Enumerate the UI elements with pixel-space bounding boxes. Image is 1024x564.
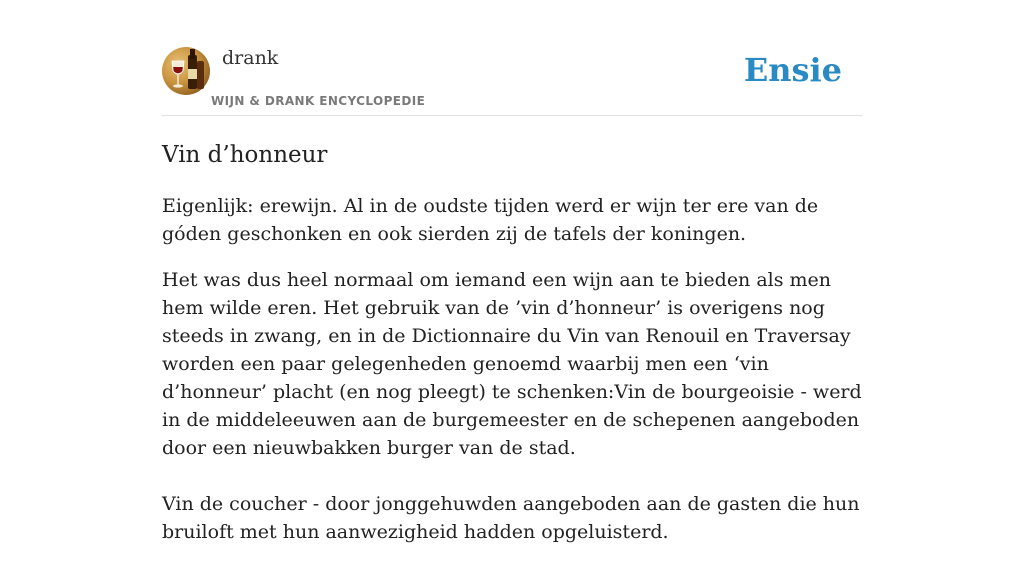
page-title: Vin d’honneur — [162, 142, 328, 168]
brand-logo-link[interactable]: Ensie — [743, 51, 842, 89]
site-subtitle: WIJN & DRANK ENCYCLOPEDIE — [211, 94, 426, 108]
site-header — [162, 46, 862, 116]
article-paragraph: Het was dus heel normaal om iemand een wijn aan te bieden als men hem wilde eren. Het gebruik van de ’vin d’honneur’ is overigens nog steeds in zwang, en in de Dictionnaire du Vin van Renouil en Traversay worden een paar gelegenheden genoemd waarbij men een ‘vin d’honneur’ placht (en nog pleegt) te schenken:Vin de bourgeoisie - werd in de middeleeuwen aan de burgemeester en de schepenen aangeboden door een nieuwbakken burger van de stad. Vin de coucher - door jonggehuwden aangeboden aan de gasten die hun bruiloft met hun aanwezigheid hadden opgeluisterd. — [162, 269, 862, 543]
article-paragraph: Eigenlijk: erewijn. Al in de oudste tijden werd er wijn ter ere van de góden geschonken en ook sierden zij de tafels der koningen. — [162, 195, 819, 245]
wine-glass-bottle-icon[interactable] — [162, 47, 210, 95]
article-body — [162, 192, 867, 564]
site-name[interactable]: drank — [222, 47, 279, 69]
